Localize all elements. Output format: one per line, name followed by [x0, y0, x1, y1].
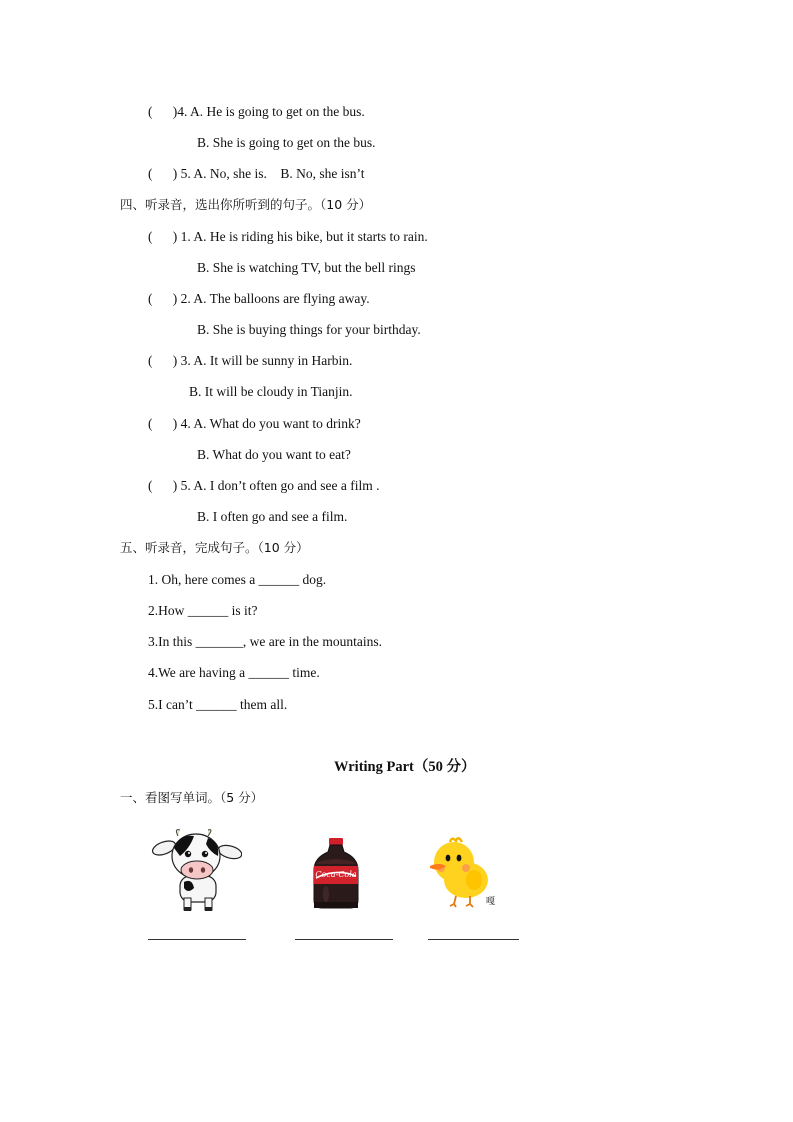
s4-q5-option-b: B. I often go and see a film. — [197, 509, 348, 524]
q4-option-b: B. She is going to get on the bus. — [197, 135, 376, 150]
s5-item-3: 3.In this _______, we are in the mountains. — [148, 634, 382, 649]
s5-item-1: 1. Oh, here comes a ______ dog. — [148, 572, 327, 587]
section5-heading: 五、听录音，完成句子。（10 分） — [120, 540, 309, 555]
cola-bottle-icon — [306, 836, 372, 912]
q5-options: ( ) 5. A. No, she is. B. No, she isn’t — [148, 166, 365, 181]
svg-text:Coca-Cola: Coca-Cola — [315, 870, 357, 879]
s5-item-4: 4.We are having a ______ time. — [148, 665, 320, 680]
s5-item-2: 2.How ______ is it? — [148, 603, 258, 618]
s4-q2-option-a: ( ) 2. A. The balloons are flying away. — [148, 291, 370, 306]
chick-caption: 嘎 — [486, 897, 496, 907]
s4-q2-option-b: B. She is buying things for your birthday. — [197, 322, 421, 337]
writing-section1-heading: 一、看图写单词。（5 分） — [120, 790, 264, 805]
q4-option-a: ( )4. A. He is going to get on the bus. — [148, 104, 365, 119]
s4-q5-option-a: ( ) 5. A. I don’t often go and see a film . — [148, 478, 380, 493]
s4-q1-option-b: B. She is watching TV, but the bell rings — [197, 260, 416, 275]
s4-q3-option-a: ( ) 3. A. It will be sunny in Harbin. — [148, 353, 353, 368]
section4-heading: 四、听录音，选出你所听到的句子。（10 分） — [120, 197, 372, 212]
s4-q1-option-a: ( ) 1. A. He is riding his bike, but it starts to rain. — [148, 229, 428, 244]
answer-blank-2[interactable] — [295, 939, 393, 940]
answer-blank-1[interactable] — [148, 939, 246, 940]
cow-icon — [150, 826, 242, 912]
s4-q4-option-b: B. What do you want to eat? — [197, 447, 351, 462]
answer-blank-3[interactable] — [428, 939, 519, 940]
s4-q4-option-a: ( ) 4. A. What do you want to drink? — [148, 416, 361, 431]
s4-q3-option-b: B. It will be cloudy in Tianjin. — [189, 384, 353, 399]
writing-part-title: Writing Part（50 分） — [334, 759, 476, 775]
s5-item-5: 5.I can’t ______ them all. — [148, 697, 288, 712]
